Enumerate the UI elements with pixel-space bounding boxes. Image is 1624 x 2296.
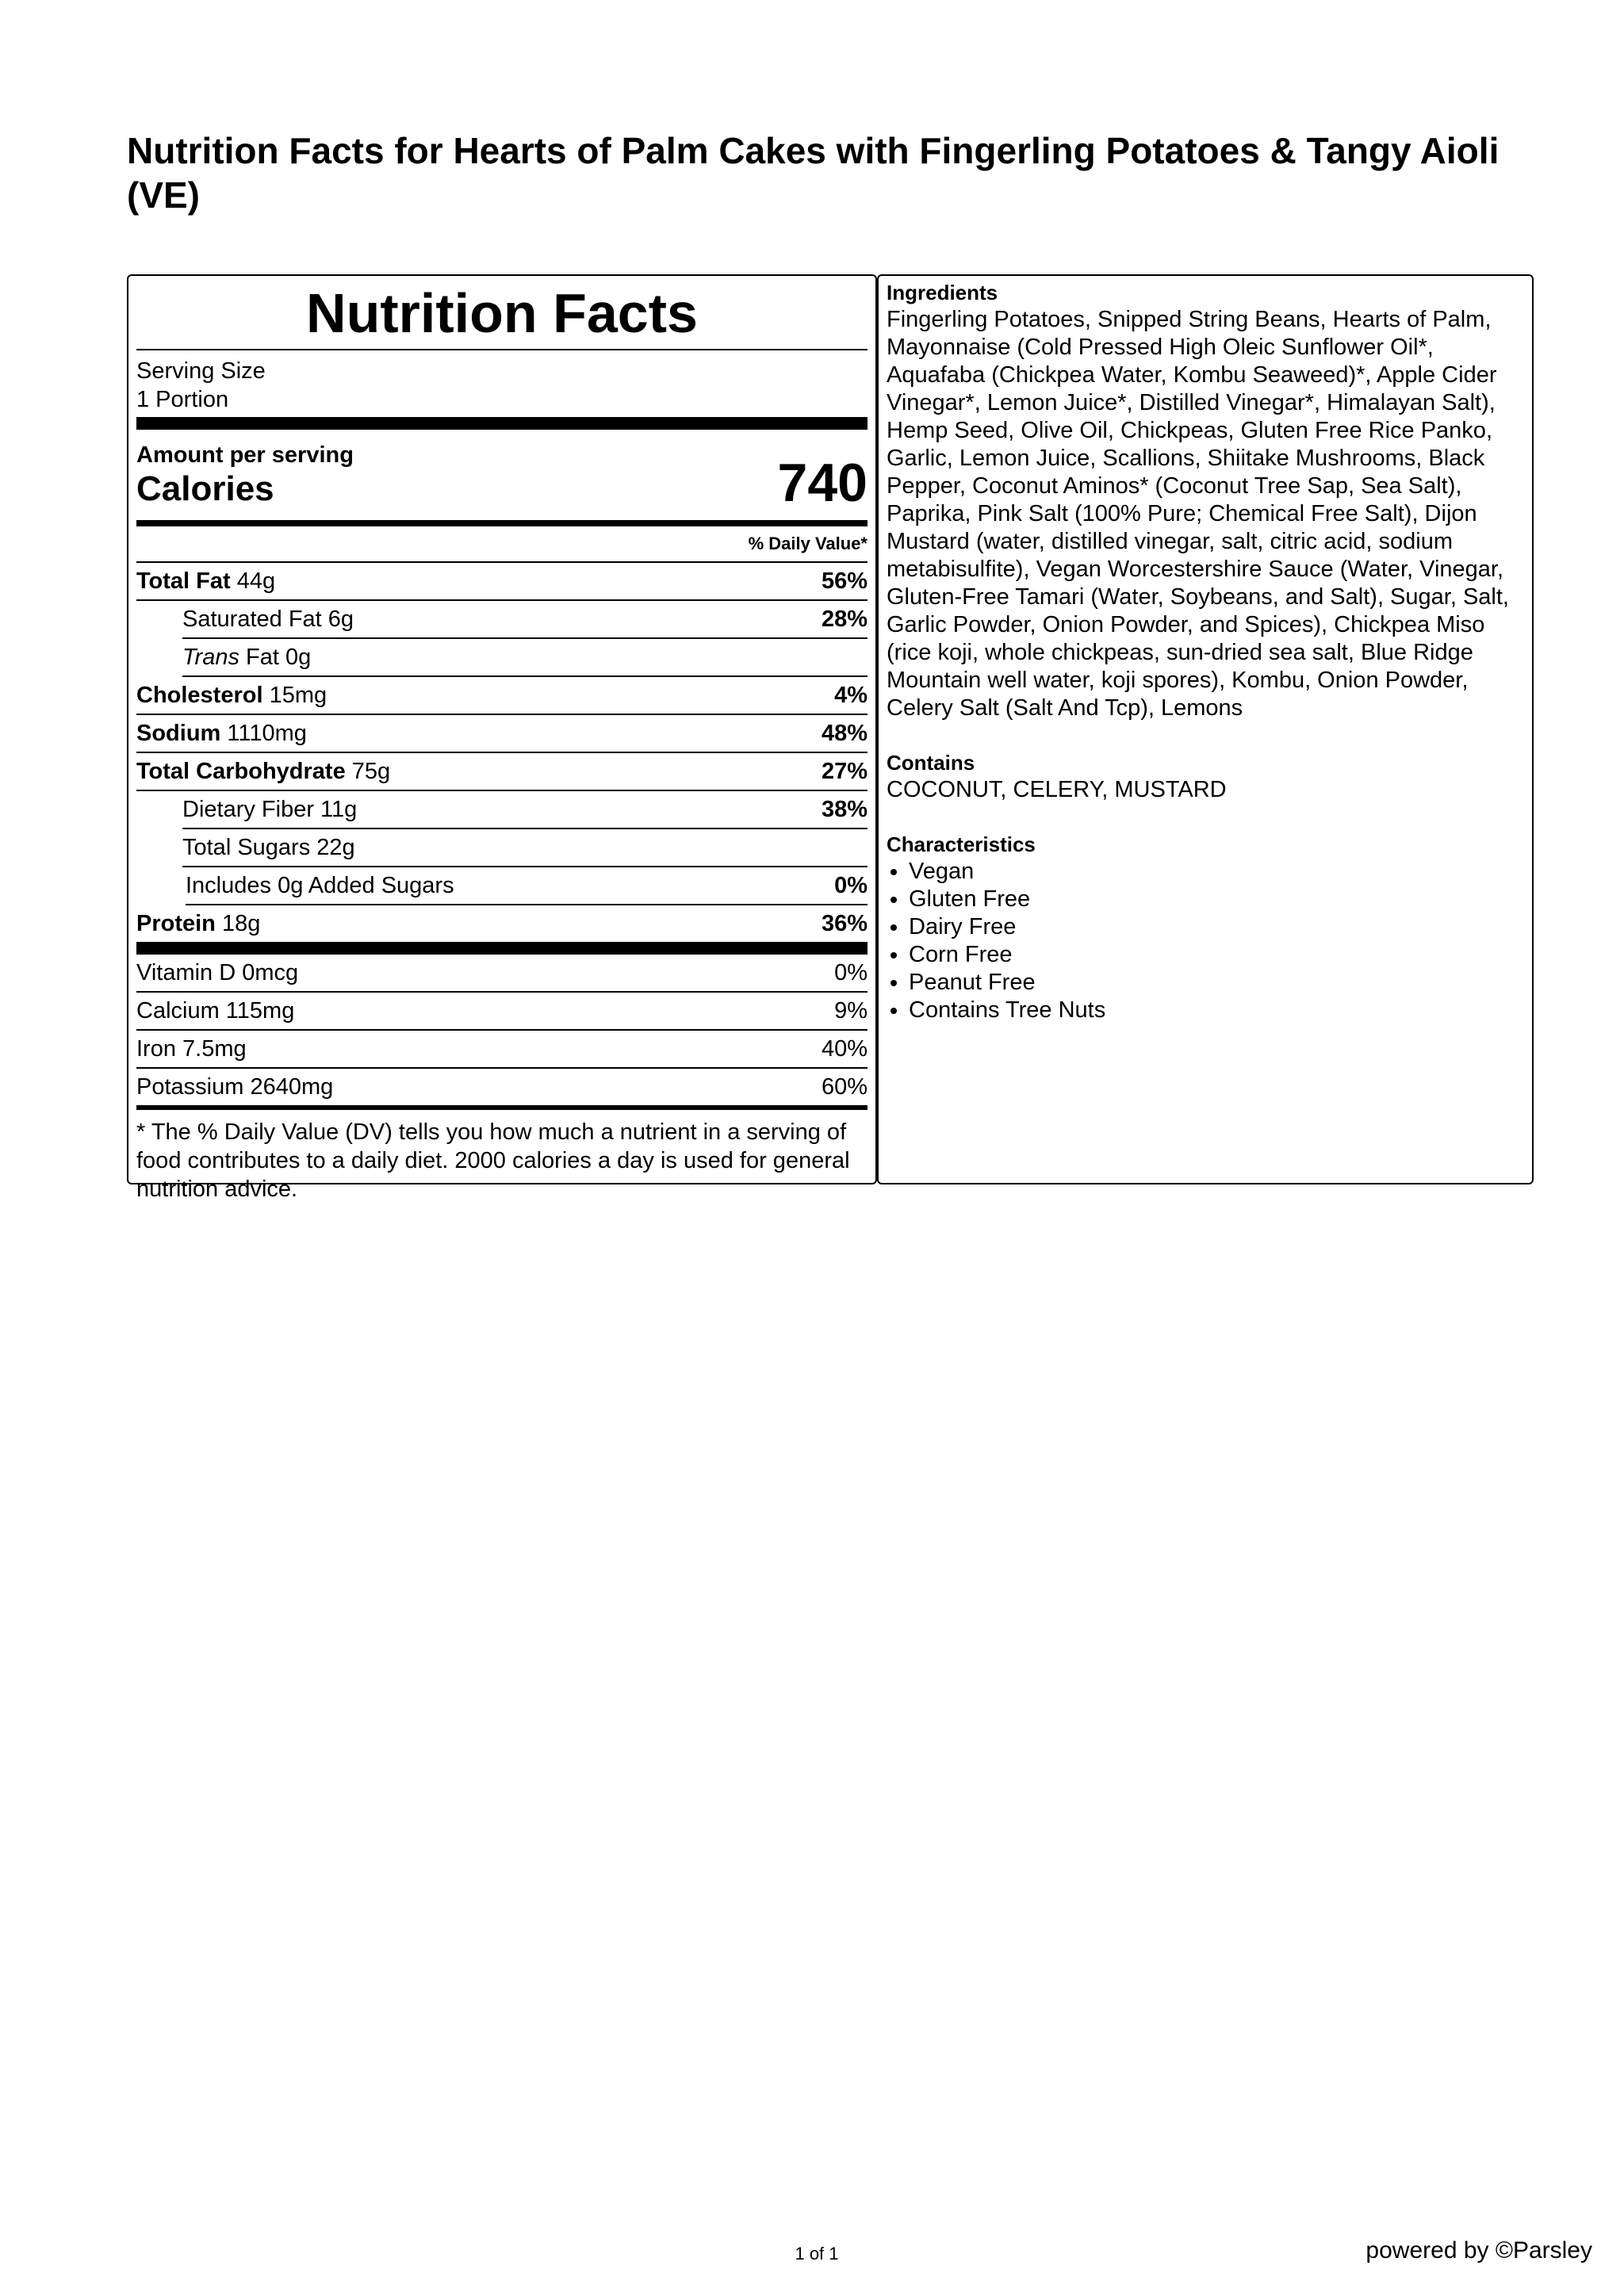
protein-row: [136, 905, 868, 942]
ingredients-title: Ingredients: [887, 281, 998, 304]
page-title: Nutrition Facts for Hearts of Palm Cakes with Fingerling Potatoes & Tangy Aioli (VE): [127, 130, 1500, 216]
nutrient-label-italic: Trans: [182, 644, 239, 670]
sodium-row: [136, 715, 868, 753]
total-sugars-row: [182, 829, 868, 867]
ingredients-text: Fingerling Potatoes, Snipped String Beans, Hearts of Palm, Mayonnaise (Cold Pressed High Oleic Sunflower Oil*, Aquafaba (Chickpea Water, Kombu Seaweed)*, Apple Cider Vinegar*, Lemon Juice*, Distilled Vinegar*, Himalayan Salt), Hemp Seed, Olive Oil, Chickpeas, Gluten Free Rice Panko, Garlic, Lemon Juice, Scallions, Shiitake Mushrooms, Black Pepper, Coconut Aminos* (Coconut Tree Sap, Sea Salt), Paprika, Pink Salt (100% Pure; Chemical Free Salt), Dijon Mustard (water, distilled vinegar, salt, citric acid, sodium metabisulfite), Vegan Worcestershire Sauce (Water, Vinegar, Gluten-Free Tamari (Water, Soybeans, and Salt), Sugar, Salt, Garlic Powder, Onion Powder, and Spices), Chickpea Miso (rice koji, whole chickpeas, sun-dried sea salt, Blue Ridge Mountain well water, koji spores), Kombu, Onion Powder, Celery Salt (Salt And Tcp), Lemons: [887, 307, 1509, 721]
page-number: 1 of 1: [795, 2244, 839, 2263]
nutrient-label: Total Fat: [136, 568, 231, 594]
list-item: • Peanut Free: [909, 969, 1524, 997]
vitamin-row: [136, 1031, 868, 1069]
calories-value: 740: [777, 453, 868, 513]
vitamin-label: Iron 7.5mg: [136, 1035, 247, 1062]
list-item: • Corn Free: [909, 941, 1524, 969]
vitamin-label: Vitamin D 0mcg: [136, 959, 299, 985]
vitamin-dv: 60%: [821, 1073, 868, 1100]
nutrient-label: Includes 0g Added Sugars: [186, 872, 454, 898]
nutrient-label: Fat 0g: [246, 644, 312, 670]
nutrient-dv: 28%: [821, 606, 868, 632]
vitamin-label: Calcium 115mg: [136, 997, 295, 1024]
added-sugars-row: [186, 867, 868, 905]
characteristics-list: [887, 858, 1524, 1024]
serving-size: [136, 350, 868, 417]
vitamin-row: [136, 993, 868, 1031]
vitamin-row: [136, 955, 868, 993]
nutrient-dv: 36%: [821, 910, 868, 936]
nutrition-facts-header: Nutrition Facts: [136, 277, 868, 350]
serving-size-label: Serving Size: [136, 358, 266, 384]
characteristics-title: Characteristics: [887, 832, 1036, 856]
nutrient-dv: 38%: [821, 796, 868, 822]
vitamin-dv: 40%: [821, 1035, 868, 1062]
nutrient-label: Saturated Fat 6g: [182, 606, 354, 632]
list-item: • Vegan: [909, 858, 1524, 886]
nutrient-amount: 18g: [221, 910, 261, 936]
ingredients-panel: [877, 274, 1534, 1184]
thick-divider: [136, 417, 868, 430]
nutrient-label: Sodium: [136, 720, 221, 746]
nutrition-label: [127, 274, 1542, 1202]
amount-per-serving: Amount per serving: [136, 442, 354, 468]
list-item: • Contains Tree Nuts: [909, 997, 1524, 1024]
daily-value-footnote: * The % Daily Value (DV) tells you how much a nutrient in a serving of food contributes to a daily diet. 2000 calories a day is used for general nutrition advice.: [136, 1119, 850, 1202]
nutrient-dv: 4%: [834, 682, 868, 708]
trans-fat-row: [182, 639, 868, 677]
nutrient-label: Total Sugars 22g: [182, 834, 355, 860]
daily-value-header: % Daily Value*: [136, 526, 868, 563]
nutrient-label: Protein: [136, 910, 216, 936]
nutrient-label: Total Carbohydrate: [136, 758, 346, 784]
vitamin-label: Potassium 2640mg: [136, 1073, 334, 1100]
thick-divider: [136, 942, 868, 955]
nutrient-amount: 1110mg: [227, 720, 307, 746]
cholesterol-row: [136, 677, 868, 715]
vitamin-dv: 9%: [834, 997, 868, 1024]
vitamin-dv: 0%: [834, 959, 868, 985]
contains-text: COCONUT, CELERY, MUSTARD: [887, 777, 1227, 802]
calories-label: Calories: [136, 469, 274, 508]
nutrient-dv: 0%: [834, 872, 868, 898]
nutrient-amount: 75g: [351, 758, 391, 784]
serving-size-value: 1 Portion: [136, 387, 229, 412]
list-item: • Gluten Free: [909, 886, 1524, 913]
contains-title: Contains: [887, 751, 975, 775]
saturated-fat-row: [182, 601, 868, 639]
calories-row: [136, 430, 868, 526]
total-fat-row: [136, 563, 868, 601]
dietary-fiber-row: [182, 791, 868, 829]
nutrient-label: Dietary Fiber 11g: [182, 796, 358, 822]
nutrition-facts-panel: [127, 274, 877, 1202]
nutrient-amount: 15mg: [269, 682, 327, 708]
nutrient-dv: 56%: [821, 568, 868, 594]
total-carbohydrate-row: [136, 753, 868, 791]
nutrient-dv: 27%: [821, 758, 868, 784]
powered-by: powered by ©Parsley: [1365, 2237, 1592, 2263]
nutrient-amount: 44g: [236, 568, 276, 594]
nutrient-label: Cholesterol: [136, 682, 263, 708]
nutrient-dv: 48%: [821, 720, 868, 746]
list-item: • Dairy Free: [909, 913, 1524, 941]
vitamin-row: [136, 1069, 868, 1110]
